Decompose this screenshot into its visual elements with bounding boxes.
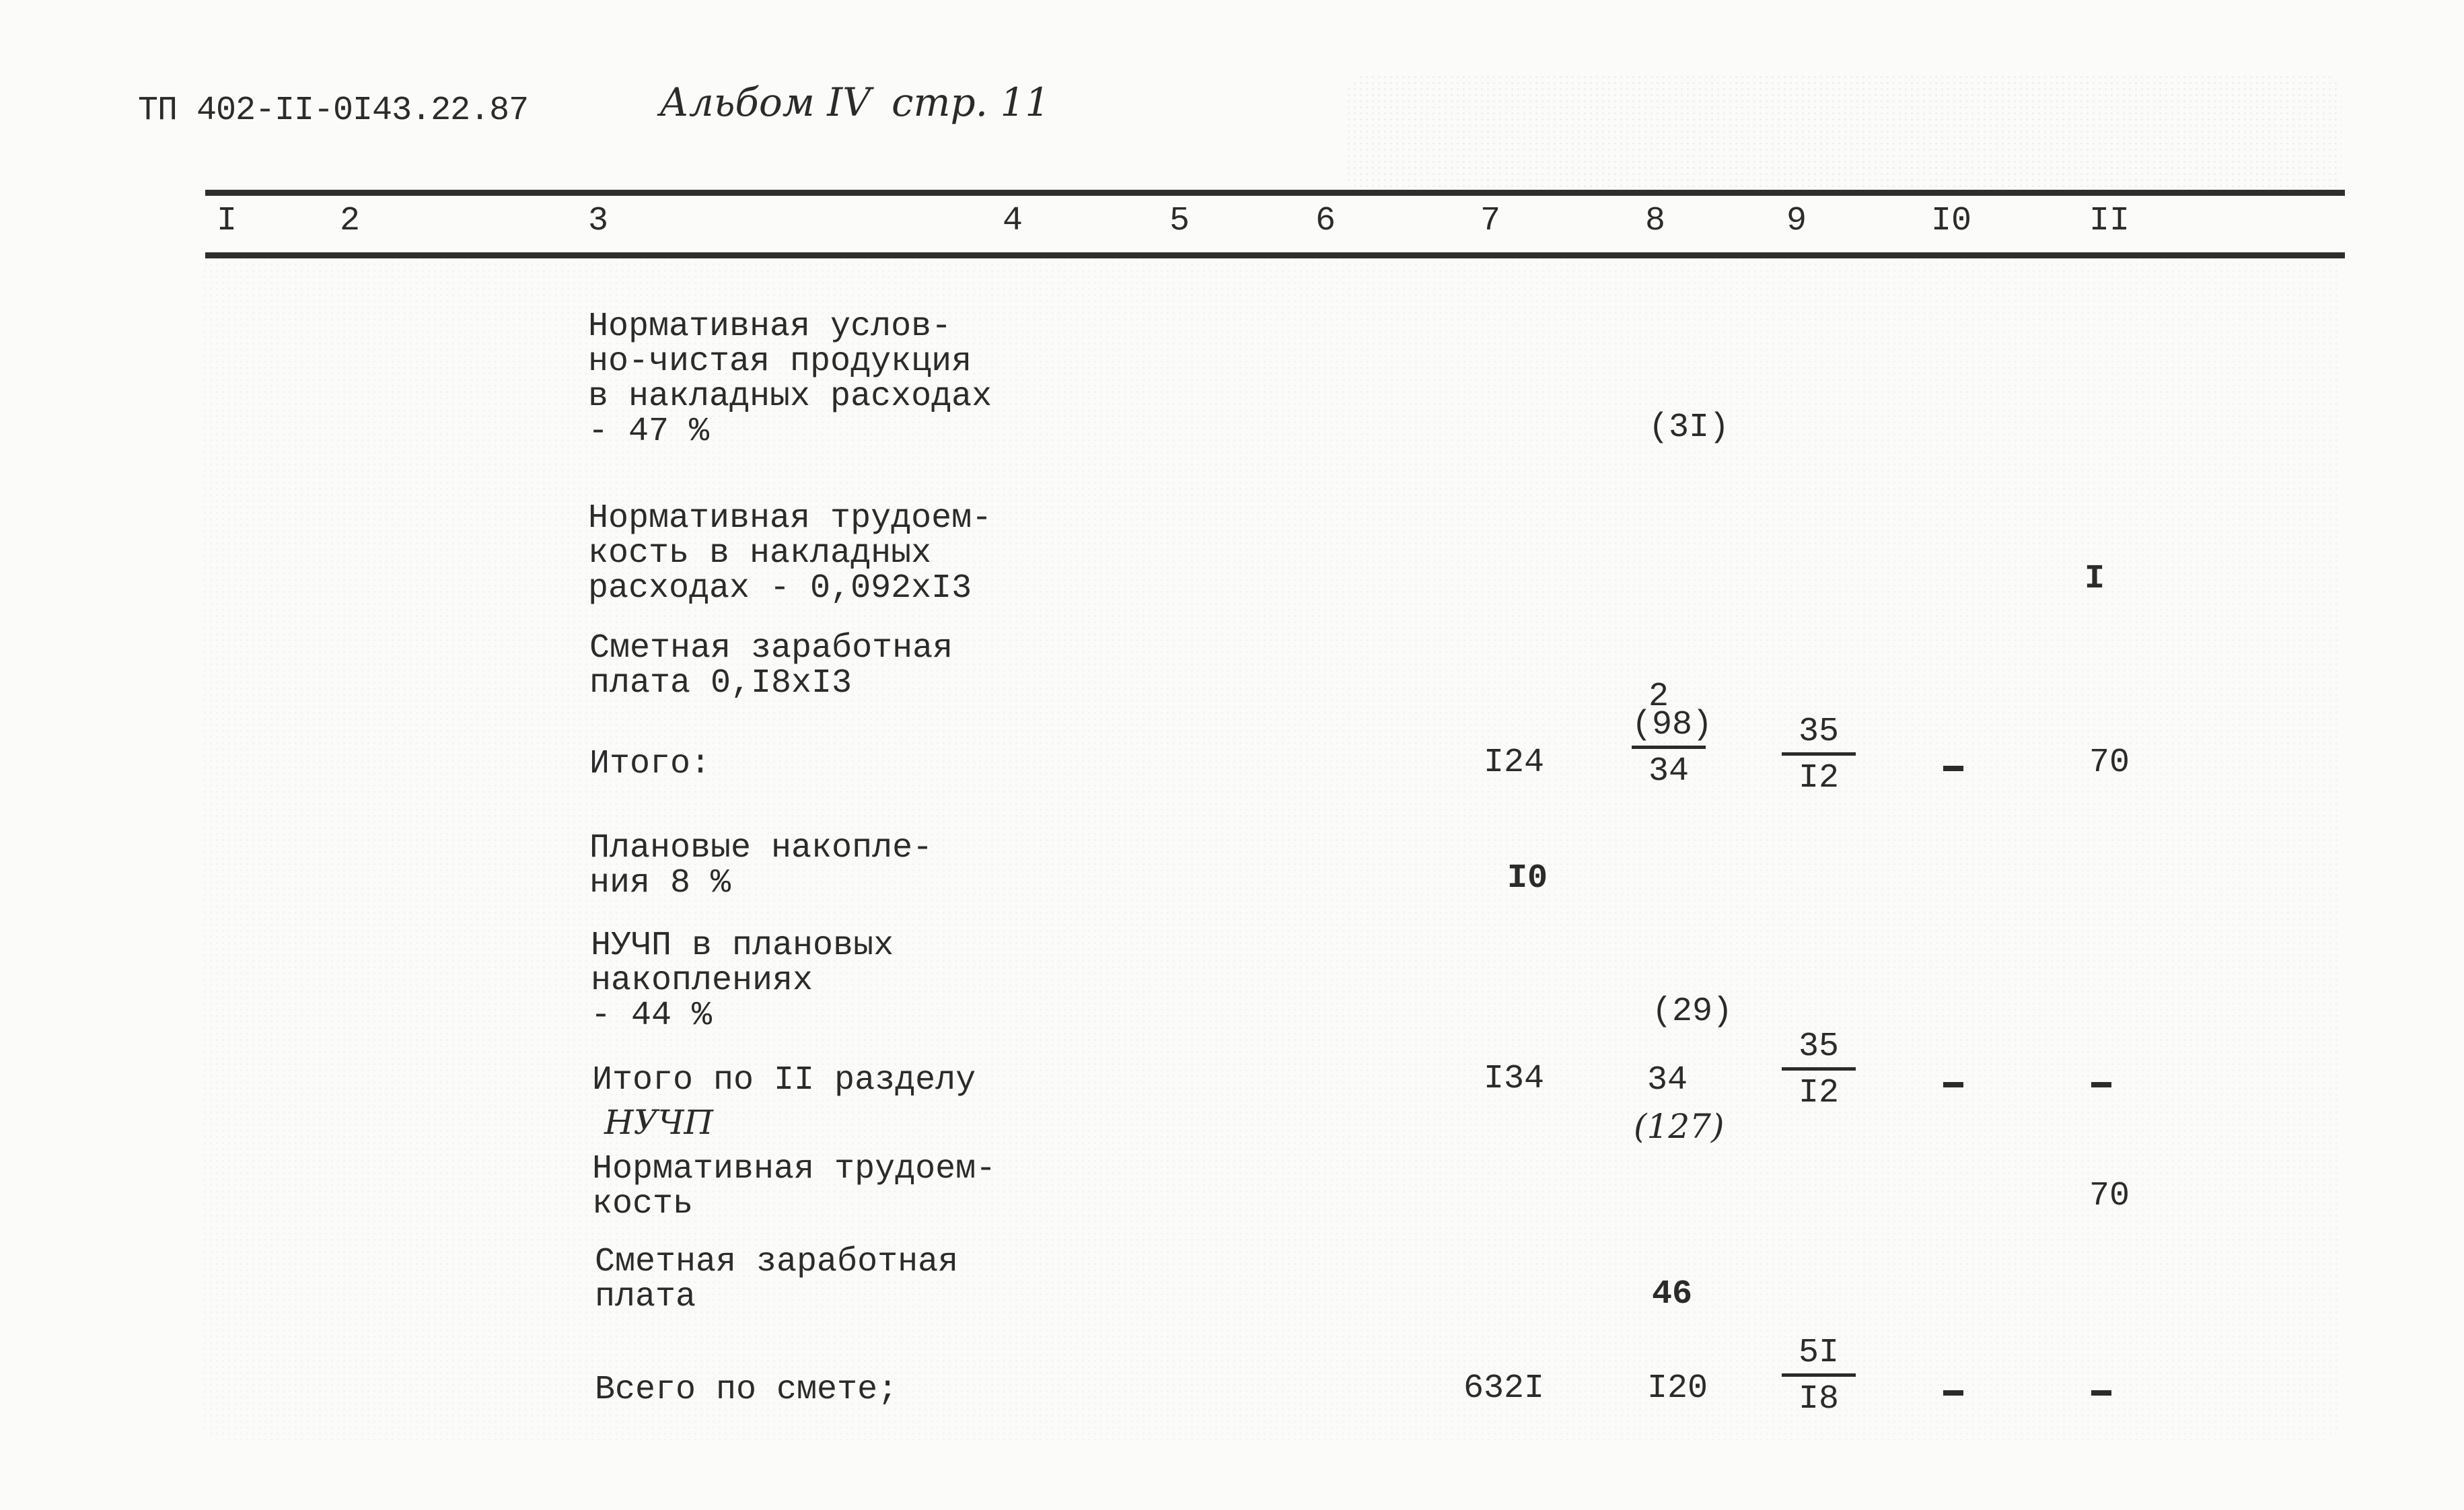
column-header-2: 2 (340, 202, 361, 240)
row-6-col11-dash (2091, 1082, 2111, 1087)
row-9-col11-dash (2091, 1390, 2111, 1396)
row-3-col7: I24 (1484, 744, 1545, 782)
row-6-col10-dash (1943, 1082, 1963, 1087)
row-6-handwritten-label: НУЧП (604, 1103, 713, 1142)
row-2-text: Сметная заработная плата 0,I8xI3 (589, 629, 953, 703)
row-9-text: Всего по смете; (595, 1371, 898, 1409)
column-header-5: 5 (1169, 202, 1190, 240)
table-top-rule (205, 190, 2345, 196)
row-0-col8: (3I) (1648, 408, 1730, 447)
album-label: Альбом IV (659, 79, 871, 125)
row-8-col8: 46 (1652, 1275, 1693, 1314)
column-header-11: II (2089, 202, 2130, 240)
row-1-text: Нормативная трудоем- кость в накладных расходах - 0,092xI3 (588, 499, 992, 608)
row-8-text: Сметная заработная плата (595, 1243, 959, 1316)
row-4-col7: I0 (1507, 859, 1548, 898)
column-header-3: 3 (588, 202, 609, 240)
column-header-8: 8 (1645, 202, 1666, 240)
row-6-col7: I34 (1484, 1060, 1545, 1098)
column-header-1: I (217, 202, 238, 240)
column-header-6: 6 (1315, 202, 1336, 240)
row-3-col10-dash (1943, 766, 1963, 771)
row-6-col8: 34 (1647, 1061, 1688, 1100)
row-6-text: Итого по II разделу (592, 1061, 976, 1100)
row-3-col11: 70 (2089, 744, 2130, 782)
row-7-col11: 70 (2089, 1177, 2130, 1215)
row-4-text: Плановые накопле- ния 8 % (589, 829, 933, 902)
row-9-col10-dash (1943, 1390, 1963, 1396)
row-3-col8-fraction: $\frac{(98)}{34}$ (1632, 706, 1713, 791)
scan-noise (202, 256, 2342, 1440)
column-header-4: 4 (1003, 202, 1023, 240)
row-0-text: Нормативная услов- но-чистая продукция в накладных расходах - 47 % (588, 308, 992, 451)
column-header-10: I0 (1931, 202, 1972, 240)
row-6-col8-handwritten: (127) (1634, 1107, 1725, 1146)
row-3-col9-fraction: $\frac{35}{I2}$ (1782, 715, 1856, 796)
page-number: стр. 11 (892, 79, 1050, 125)
table-header-rule (205, 252, 2345, 258)
row-9-col9-fraction: $\frac{5I}{I8}$ (1782, 1336, 1856, 1417)
row-5-text: НУЧП в плановых накоплениях - 44 % (591, 927, 894, 1035)
scan-noise (1346, 74, 2342, 195)
row-7-text: Нормативная трудоем- кость (592, 1150, 997, 1223)
row-2-col8: 2 (1648, 678, 1669, 716)
row-5-col8: (29) (1652, 993, 1733, 1031)
row-1-col11: I (2085, 560, 2105, 598)
row-9-col8: I20 (1647, 1369, 1708, 1408)
document-code: ТП 402-II-0I43.22.87 (138, 92, 529, 130)
row-9-col7: 632I (1463, 1369, 1545, 1408)
row-3-text: Итого: (589, 745, 711, 783)
column-header-9: 9 (1786, 202, 1807, 240)
column-header-7: 7 (1480, 202, 1501, 240)
row-6-col9-fraction: $\frac{35}{I2}$ (1782, 1030, 1856, 1111)
